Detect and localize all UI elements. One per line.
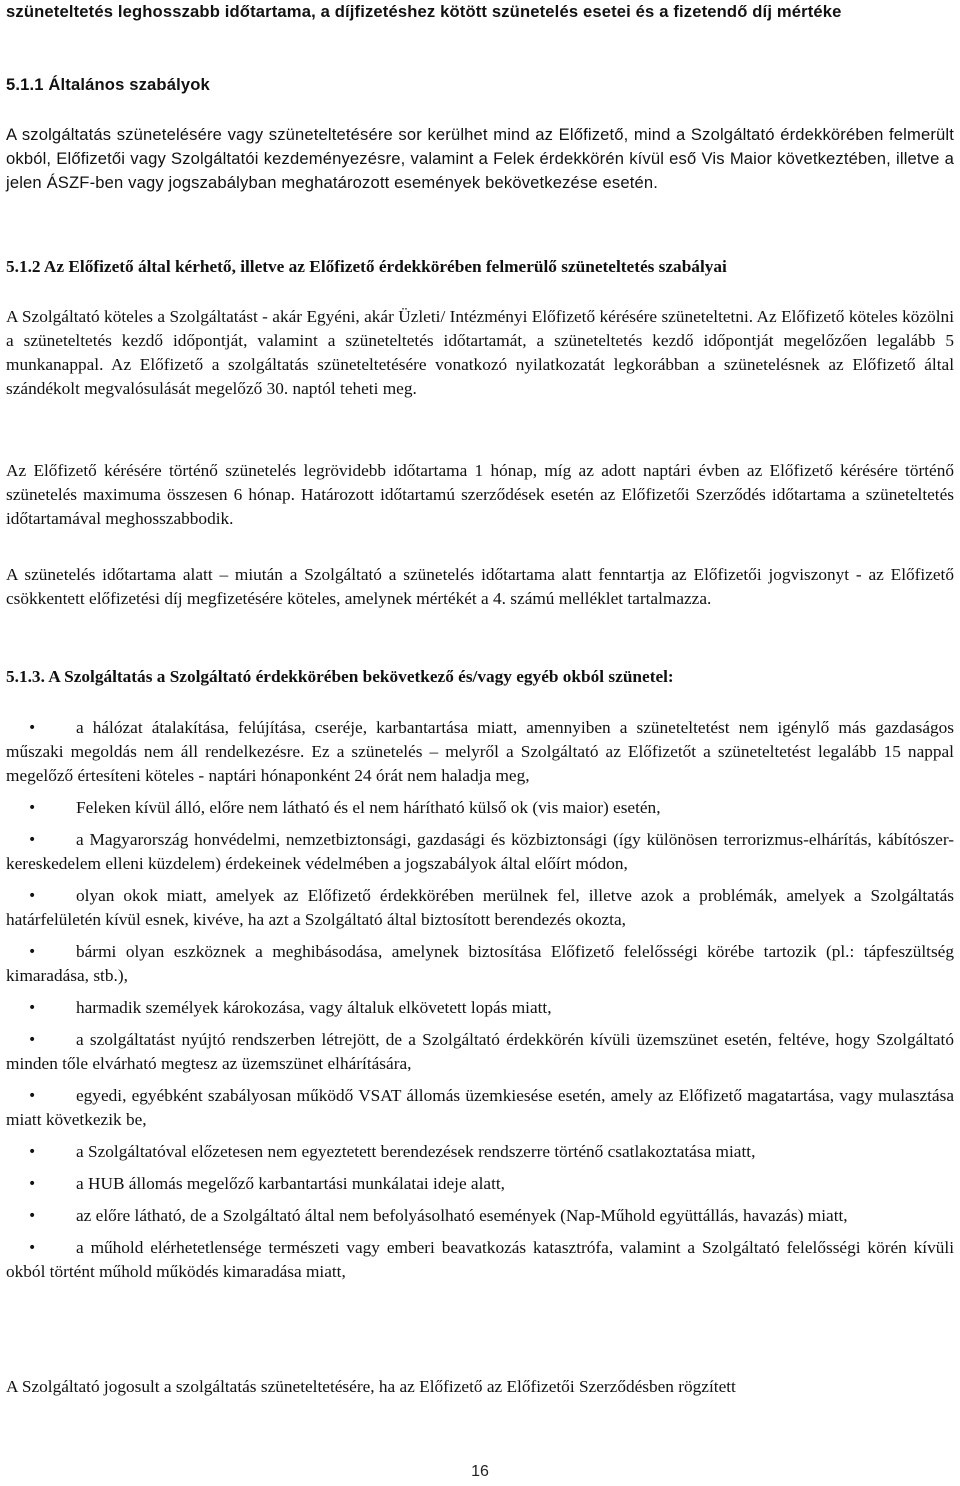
bullet-icon: • [28,944,37,960]
list-item [6,1204,954,1228]
list-item-text: a hálózat átalakítása, felújítása, cseréje, karbantartása miatt, amennyiben a szüneteltetést nem igénylő más gazdaságos műszaki megoldás nem áll rendelkezésre. Ez a szünetelés – melyről a Szolgáltató az Előfizetőt a szüneteltetést legalább 15 nappal megelőző értesíteni köteles - naptári hónaponként 24 órát nem haladja meg, [6,718,954,785]
list-item-text: a Magyarország honvédelmi, nemzetbiztonsági, gazdasági és közbiztonsági (így különösen terrorizmus-elhárítás, kábítószer-kereskedelem elleni küzdelem) érdekeinek védelmében a jogszabályok által előírt módon, [6,830,954,873]
bullet-icon: • [28,888,37,904]
list-item [6,1172,954,1196]
heading-5-1-3: 5.1.3. A Szolgáltatás a Szolgáltató érdekkörében bekövetkező és/vagy egyéb okból szünetel: [6,667,674,686]
page-number: 16 [471,1463,489,1480]
list-item-text: a műhold elérhetetlensége természeti vagy emberi beavatkozás katasztrófa, valamint a Szolgáltató felelősségi körén kívüli okból történt műhold működés kimaradása miatt, [6,1238,954,1281]
bullet-icon: • [28,1032,37,1048]
bullet-icon: • [28,1088,37,1104]
list-item-text: bármi olyan eszköznek a meghibásodása, amelynek biztosítása Előfizető felelősségi körébe tartozik (pl.: tápfeszültség kimaradása, stb.), [6,942,954,985]
list-item [6,884,954,932]
bullet-icon: • [28,800,37,816]
list-item-text: olyan okok miatt, amelyek az Előfizető érdekkörében merülnek fel, illetve azok a problémák, amelyek a Szolgáltatás határfelületén kívül esnek, kivéve, ha azt a Szolgáltató által biztosított berendezés okozta, [6,886,954,929]
bullet-icon: • [28,1208,37,1224]
suspension-reasons-list [6,716,954,1292]
paragraph-closing: A Szolgáltató jogosult a szolgáltatás szüneteltetésére, ha az Előfizető az Előfizetői Szerződésben rögzített [6,1377,736,1396]
bullet-icon: • [28,1000,37,1016]
bullet-icon: • [28,1176,37,1192]
list-item [6,1084,954,1132]
paragraph-subscriber-suspension: A Szolgáltató köteles a Szolgáltatást - akár Egyéni, akár Üzleti/ Intézményi Előfizető kérésére szüneteltetni. Az Előfizető köteles közölni a szüneteltetés kezdő időpontját, valamint a szüneteltetés időtartamát, a szüneteltetés kezdő időpontját megelőzően legalább 5 munkanappal. Az Előfizető a szolgáltatás szüneteltetésére vonatkozó nyilatkozatát legkorábban a szünetelésnek az Előfizető által szándékolt megvalósulását megelőző 30. naptól teheti meg. [6,307,954,398]
list-item-text: a Szolgáltatóval előzetesen nem egyeztetett berendezések rendszerre történő csatlakoztatása miatt, [76,1142,756,1161]
bullet-icon: • [28,832,37,848]
list-item-text: Feleken kívül álló, előre nem látható és el nem hárítható külső ok (vis maior) esetén, [76,798,661,817]
paragraph-suspension-duration: Az Előfizető kérésére történő szünetelés legrövidebb időtartama 1 hónap, míg az adott naptári évben az Előfizető kérésére történő szünetelés maximuma összesen 6 hónap. Határozott időtartamú szerződések esetén az Előfizetői Szerződés időtartama a szüneteltetés időtartamával meghosszabbodik. [6,461,954,528]
list-item [6,996,954,1020]
list-item-text: a HUB állomás megelőző karbantartási munkálatai ideje alatt, [76,1174,505,1193]
bullet-icon: • [28,1144,37,1160]
list-item [6,1140,954,1164]
list-item [6,940,954,988]
list-item-text: a szolgáltatást nyújtó rendszerben létrejött, de a Szolgáltató érdekkörén kívüli üzemszünet esetén, feltéve, hogy Szolgáltató minden tőle elvárható megtesz az üzemszünet elhárítására, [6,1030,954,1073]
section-heading-continuation: szüneteltetés leghosszabb időtartama, a díjfizetéshez kötött szünetelés esetei és a fizetendő díj mértéke [6,2,842,21]
list-item-text: az előre látható, de a Szolgáltató által nem befolyásolható események (Nap-Műhold együttállás, havazás) miatt, [76,1206,848,1225]
heading-5-1-1: 5.1.1 Általános szabályok [6,75,210,94]
list-item [6,1236,954,1284]
list-item-text: egyedi, egyébként szabályosan működő VSAT állomás üzemkiesése esetén, amely az Előfizető magatartása, vagy mulasztása miatt következik be, [6,1086,954,1129]
bullet-icon: • [28,1240,37,1256]
list-item [6,828,954,876]
list-item [6,796,954,820]
list-item-text: harmadik személyek károkozása, vagy általuk elkövetett lopás miatt, [76,998,552,1017]
list-item [6,1028,954,1076]
list-item [6,716,954,788]
heading-5-1-2: 5.1.2 Az Előfizető által kérhető, illetve az Előfizető érdekkörében felmerülő szüneteltetés szabályai [6,257,727,276]
bullet-icon: • [28,720,37,736]
paragraph-general-rules: A szolgáltatás szünetelésére vagy szüneteltetésére sor kerülhet mind az Előfizető, mind a Szolgáltató érdekkörében felmerült okból, Előfizetői vagy Szolgáltatói kezdeményezésre, valamint a Felek érdekkörén kívül eső Vis Maior következtében, illetve a jelen ÁSZF-ben vagy jogszabályban meghatározott események bekövetkezése esetén. [6,125,954,192]
paragraph-reduced-fee: A szünetelés időtartama alatt – miután a Szolgáltató a szünetelés időtartama alatt fenntartja az Előfizetői jogviszonyt - az Előfizető csökkentett előfizetési díj megfizetésére köteles, amelynek mértékét a 4. számú melléklet tartalmazza. [6,565,954,608]
